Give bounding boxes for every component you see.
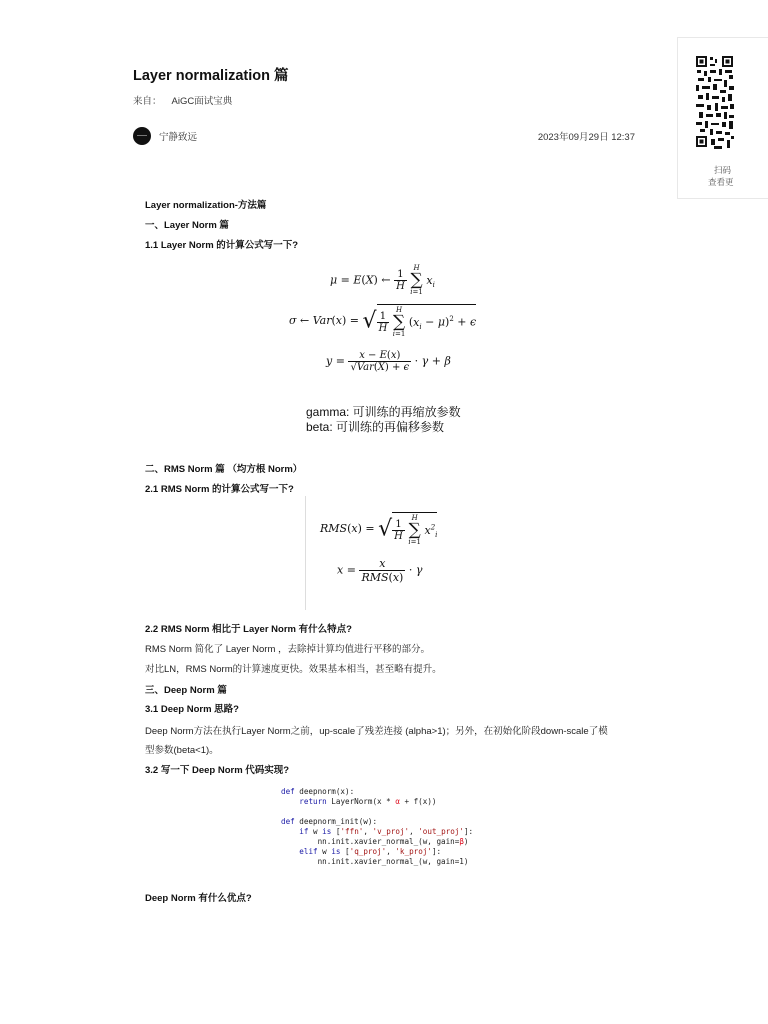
qr-code-icon: [696, 56, 734, 150]
source-label: 来自：: [133, 96, 162, 107]
section-heading-2-2: 2.2 RMS Norm 相比于 Layer Norm 有什么特点?: [145, 624, 352, 635]
formula-rms-norm: x = $\frac{x}{\text{RMS(x)}}$ · γ: [337, 557, 423, 584]
paragraph-2-2b: 对比LN，RMS Norm的计算速度更快。效果基本相当，甚至略有提升。: [145, 664, 442, 675]
section-heading-2-1: 2.1 RMS Norm 的计算公式写一下?: [145, 484, 294, 495]
section-heading-3-2: 3.2 写一下 Deep Norm 代码实现?: [145, 765, 290, 776]
gamma-note: gamma: 可训练的再缩放参数: [306, 405, 461, 419]
formula-variance: σ ← Var(x) = √ $\frac{1}{H}$ H ∑ i=1 $(x_i - \mu)^2 + \epsilon$: [289, 306, 477, 338]
qr-caption-line2: 查看更: [708, 177, 734, 187]
author-row: [133, 127, 635, 145]
section-heading-2: 二、RMS Norm 篇 （均方根 Norm）: [145, 464, 303, 475]
paragraph-3-1a: Deep Norm方法在执行Layer Norm之前，up-scale了残差连接 (alpha>1)；另外，在初始化阶段down-scale了模: [145, 726, 608, 737]
publish-date: 2023年09月29日 12:37: [537, 132, 635, 143]
article-source: [133, 93, 242, 107]
beta-note: beta: 可训练的再偏移参数: [306, 420, 445, 434]
section-heading-1-1: 1.1 Layer Norm 的计算公式写一下?: [145, 240, 299, 251]
section-heading-3-3: Deep Norm 有什么优点?: [145, 893, 252, 904]
qr-caption-line1: 扫码: [714, 165, 732, 175]
gamma-beta-note: [306, 405, 461, 435]
deepnorm-code-image: def deepnorm(x): return LayerNorm(x * α + f(x)) def deepnorm_init(w): if w is ['ffn', 'v_proj', 'out_proj']: nn.init.xavier_normal_(w, gain=β) elif w is ['q_proj', 'k_proj']: nn.init.xavier_normal_(w, gain=1): [281, 787, 474, 866]
article-title: Layer normalization 篇: [133, 68, 289, 84]
formula-rms: RMS(x) = √ $\frac{1}{H}$ H ∑ i=1 $x^2_i$: [320, 514, 438, 546]
section-heading-3-1: 3.1 Deep Norm 思路?: [145, 704, 239, 715]
author-name[interactable]: 宁静致远: [159, 132, 198, 143]
avatar[interactable]: [133, 127, 151, 145]
formula-mean: μ = E(X) ← $\frac{1}{H}$ H ∑ i=1 $x_i$: [330, 264, 435, 296]
section-heading-1: 一、Layer Norm 篇: [145, 220, 229, 231]
section-heading-3: 三、Deep Norm 篇: [145, 685, 227, 696]
paragraph-2-2a: RMS Norm 简化了 Layer Norm ，去除掉计算均值进行平移的部分。: [145, 644, 431, 655]
formula-output: y = $\frac{x - E(x)}{\text{√Var(X) + ϵ}}$ · γ + β: [326, 350, 451, 373]
section-heading-main: Layer normalization-方法篇: [145, 200, 267, 211]
qr-code-panel: [677, 37, 768, 199]
source-link[interactable]: AiGC面试宝典: [171, 96, 233, 107]
paragraph-3-1b: 型参数(beta<1)。: [145, 745, 219, 756]
